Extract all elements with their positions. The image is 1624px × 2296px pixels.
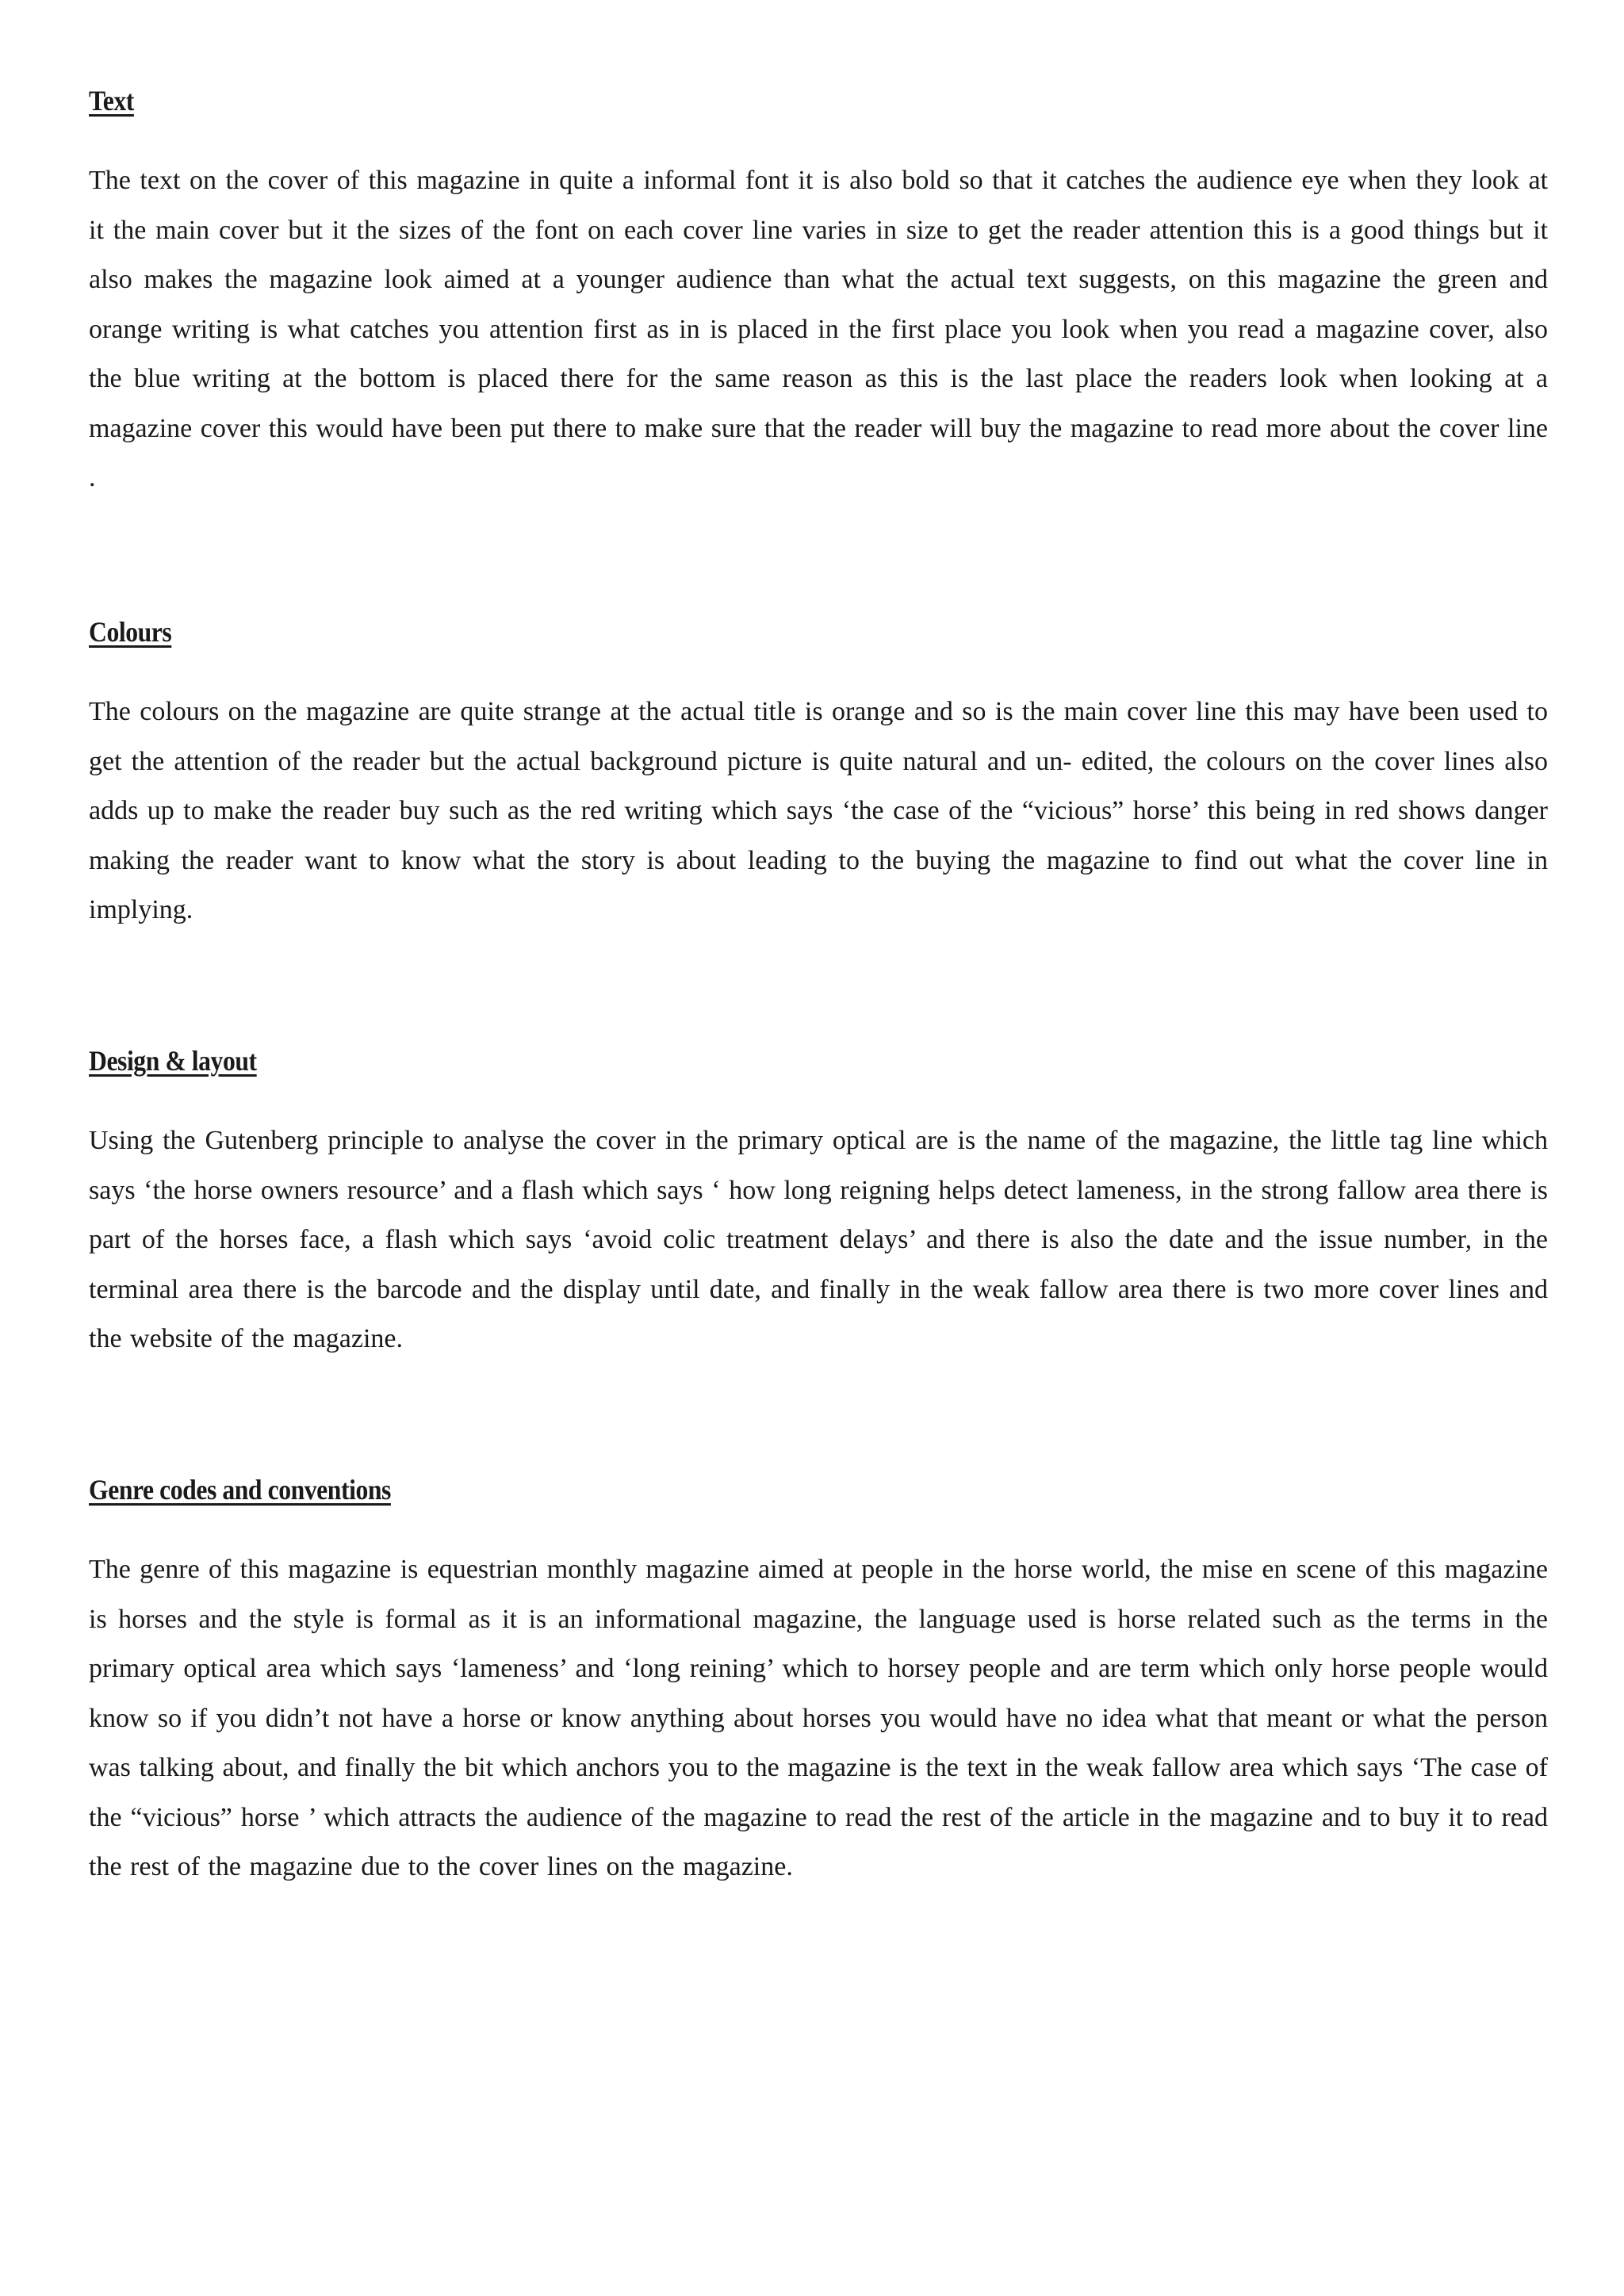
section-heading-design-layout: Design & layout [89,1045,257,1077]
section-body-colours: The colours on the magazine are quite strange at the actual title is orange and so is the main cover line this may have been used to get the attention of the reader but the actual background picture is quite natural and un- edited, the colours on the cover lines also adds up to make the reader buy such as the red writing which says ‘the case of the “vicious” horse’ this being in red shows danger making the reader want to know what the story is about leading to the buying the magazine to find out what the cover line in implying. [89,697,1548,924]
section-design-layout [89,1043,1548,1364]
section-heading-colours: Colours [89,616,172,648]
section-colours [89,614,1548,936]
section-heading-text: Text [89,85,134,117]
section-genre-codes [89,1472,1548,1892]
section-text [89,83,1548,503]
section-body-genre-codes: The genre of this magazine is equestrian monthly magazine aimed at people in the horse world, the mise en scene of this magazine is horses and the style is formal as it is an informational magazine, the language used is horse related such as the terms in the primary optical area which says ‘lameness’ and ‘long reining’ which to horsey people and are term which only horse people would know so if you didn’t not have a horse or know anything about horses you would have no idea what that meant or what the person was talking about, and finally the bit which anchors you to the magazine is the text in the weak fallow area which says ‘The case of the “vicious” horse ’ which attracts the audience of the magazine to read the rest of the article in the magazine and to buy it to read the rest of the magazine due to the cover lines on the magazine. [89,1555,1548,1881]
section-body-design-layout: Using the Gutenberg principle to analyse the cover in the primary optical are is the name of the magazine, the little tag line which says ‘the horse owners resource’ and a flash which says ‘ how long reigning helps detect lameness, in the strong fallow area there is part of the horses face, a flash which says ‘avoid colic treatment delays’ and there is also the date and the issue number, in the terminal area there is the barcode and the display until date, and finally in the weak fallow area there is two more cover lines and the website of the magazine. [89,1126,1548,1353]
section-heading-genre-codes: Genre codes and conventions [89,1474,391,1506]
section-body-text: The text on the cover of this magazine in quite a informal font it is also bold so that it catches the audience eye when they look at it the main cover but it the sizes of the font on each cover line varies in size to get the reader attention this is a good things but it also makes the magazine look aimed at a younger audience than what the actual text suggests, on this magazine the green and orange writing is what catches you attention first as in is placed in the first place you look when you read a magazine cover, also the blue writing at the bottom is placed there for the same reason as this is the last place the readers look when looking at a magazine cover this would have been put there to make sure that the reader will buy the magazine to read more about the cover line . [89,166,1548,492]
